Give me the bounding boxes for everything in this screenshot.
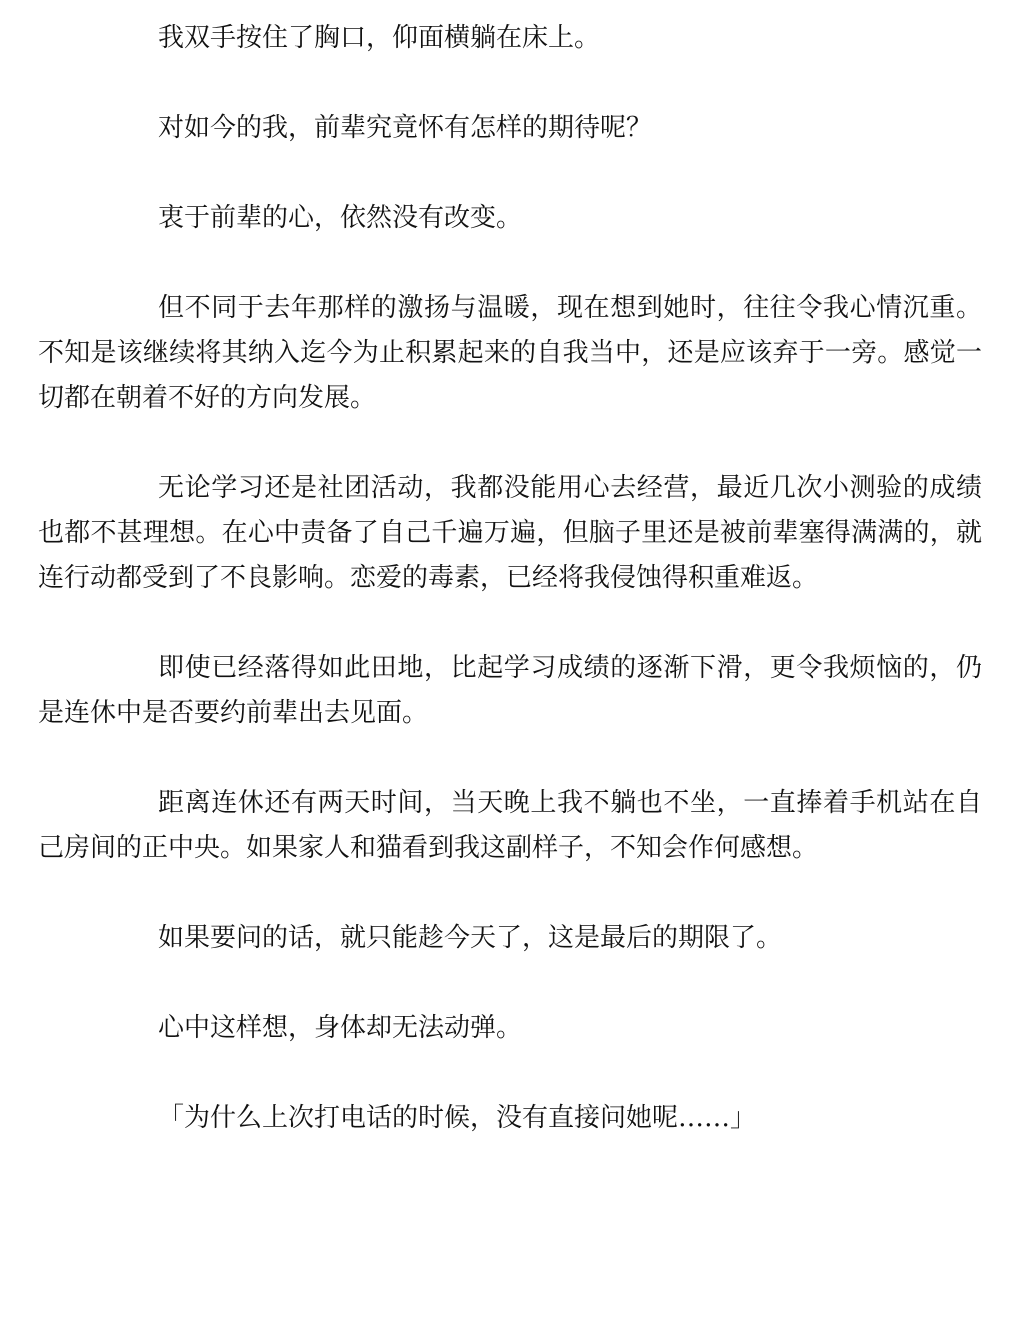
paragraph-3: 衷于前辈的心，依然没有改变。 <box>158 203 523 233</box>
paragraph-4: 但不同于去年那样的激扬与温暖，现在想到她时，往往令我心情沉重。不知是该继续将其纳入迄今为止积累起来的自我当中，还是应该弃于一旁。感觉一切都在朝着不好的方向发展。 <box>38 293 982 413</box>
paragraph-1: 我双手按住了胸口，仰面横躺在床上。 <box>158 23 601 53</box>
paragraph-gap <box>38 601 982 646</box>
paragraph-gap <box>38 61 982 106</box>
paragraph-gap <box>38 151 982 196</box>
document-page <box>38 0 982 1141</box>
paragraph-gap <box>38 871 982 916</box>
paragraph-5: 无论学习还是社团活动，我都没能用心去经营，最近几次小测验的成绩也都不甚理想。在心中责备了自己千遍万遍，但脑子里还是被前辈塞得满满的，就连行动都受到了不良影响。恋爱的毒素，已经将我侵蚀得积重难返。 <box>38 473 982 593</box>
paragraph-gap <box>38 421 982 466</box>
paragraph-7: 距离连休还有两天时间，当天晚上我不躺也不坐，一直捧着手机站在自己房间的正中央。如果家人和猫看到我这副样子，不知会作何感想。 <box>38 788 982 863</box>
paragraph-gap <box>38 1051 982 1096</box>
paragraph-9: 心中这样想，身体却无法动弹。 <box>158 1013 523 1043</box>
paragraph-gap <box>38 241 982 286</box>
paragraph-2: 对如今的我，前辈究竟怀有怎样的期待呢？ <box>158 113 653 143</box>
paragraph-6: 即使已经落得如此田地，比起学习成绩的逐渐下滑，更令我烦恼的，仍是连休中是否要约前辈出去见面。 <box>38 653 982 728</box>
paragraph-gap <box>38 961 982 1006</box>
paragraph-8: 如果要问的话，就只能趁今天了，这是最后的期限了。 <box>158 923 783 953</box>
paragraph-10-dialogue: 「为什么上次打电话的时候，没有直接问她呢……」 <box>158 1103 757 1133</box>
paragraph-gap <box>38 736 982 781</box>
